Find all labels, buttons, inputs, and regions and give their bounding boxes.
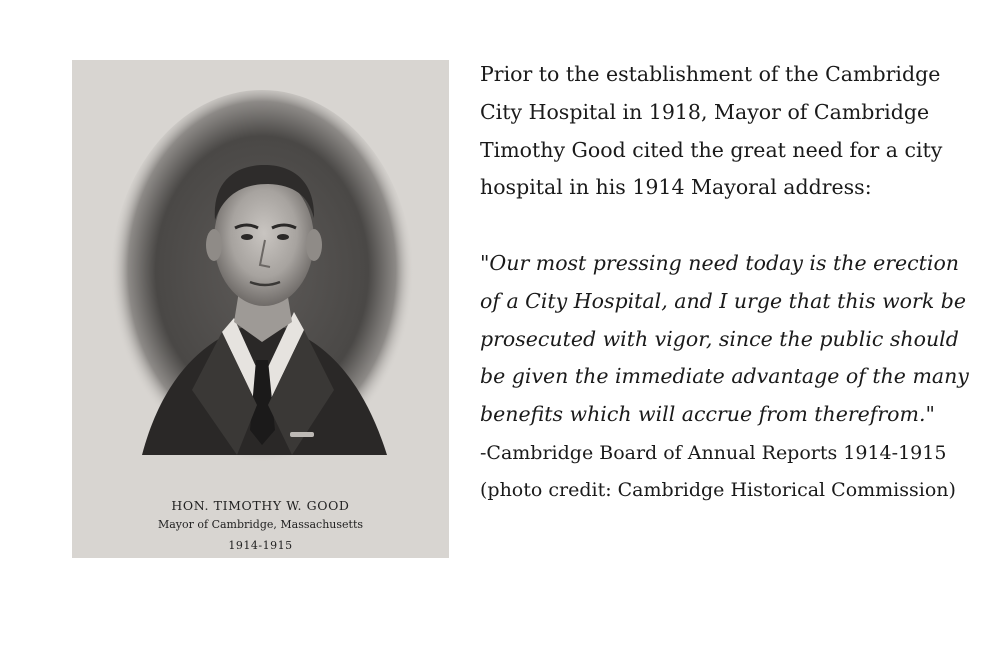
portrait-image [72,60,449,540]
caption-role: Mayor of Cambridge, Massachusetts [157,518,364,531]
text-column [480,56,985,508]
caption-years: 1914-1915 [228,539,293,552]
quote-paragraph: "Our most pressing need today is the erection of a City Hospital, and I urge that this work be prosecuted with vigor, since the public should be given the immediate advantage of the many benefits which will accrue from therefrom." [480,250,969,427]
photo-credit: (photo credit: Cambridge Historical Commission) [480,478,956,501]
intro-paragraph: Prior to the establishment of the Cambridge City Hospital in 1918, Mayor of Cambridge Timothy Good cited the great need for a city hospital in his 1914 Mayoral address: [480,62,943,200]
caption-name: HON. TIMOTHY W. GOOD [171,498,350,513]
portrait-photo-card [72,60,449,558]
source-citation: -Cambridge Board of Annual Reports 1914-1915 [480,441,947,464]
